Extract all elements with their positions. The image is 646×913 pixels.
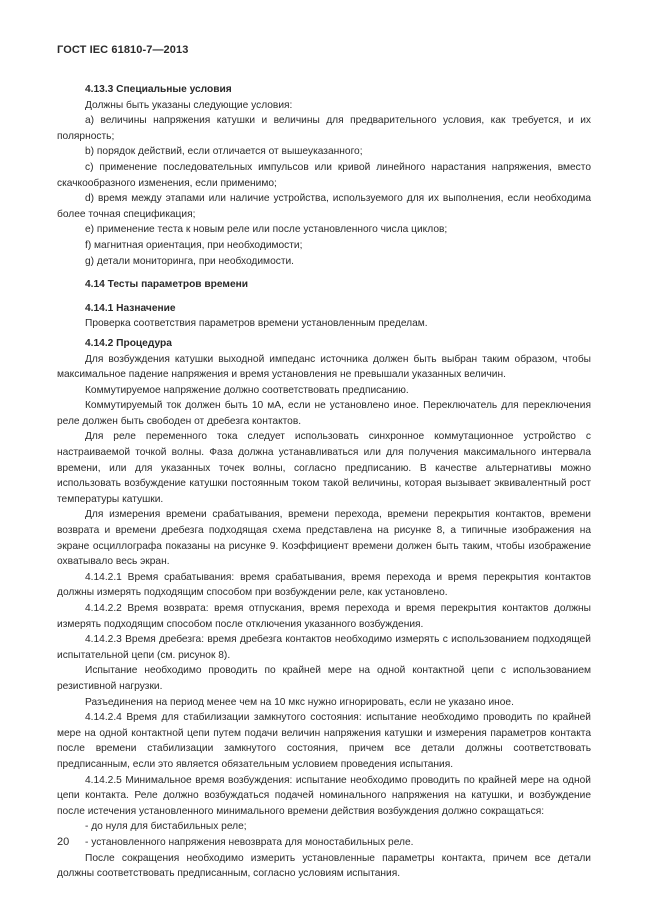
paragraph: Проверка соответствия параметров времени установленным пределам. <box>85 318 428 330</box>
document-header: ГОСТ IEC 61810-7—2013 <box>57 44 189 56</box>
section-heading-4-13-3: 4.13.3 Специальные условия <box>85 84 232 95</box>
paragraph: 4.14.2.2 Время возврата: время отпускания, время перехода и время перекрытия контактов должны измерять подходящим способом после отключения указанного возбуждения. <box>57 603 591 630</box>
paragraph: Для возбуждения катушки выходной импеданс источника должен быть выбран таким образом, чтобы максимальное падение напряжения и время установления не превышали указанных величин. <box>57 353 591 381</box>
section-heading-4-14-2: 4.14.2 Процедура <box>85 337 172 349</box>
paragraph: 4.14.2.1 Время срабатывания: время срабатывания, время перехода и время перекрытия контактов должны измерять подходящим способом при возбуждении реле, как установлено. <box>57 571 591 599</box>
paragraph: Коммутируемый ток должен быть 10 мА, если не установлено иное. Переключатель для переключения реле должен быть свободен от дребезга контактов. <box>57 400 591 427</box>
page-number: 20 <box>57 836 70 848</box>
page-content <box>57 82 591 882</box>
paragraph: 4.14.2.5 Минимальное время возбуждения: испытание необходимо проводить по крайней мере на одной цепи контакта. Реле должно возбуждаться подачей номинального напряжения на катушки, и возбуждение после истечения установленного минимального времени действия возбуждения должно сокращаться: <box>57 774 591 817</box>
list-item: e) применение теста к новым реле или после установленного числа циклов; <box>85 224 448 236</box>
section-heading-4-14: 4.14 Тесты параметров времени <box>85 279 249 291</box>
list-item: g) детали мониторинга, при необходимости. <box>85 255 295 267</box>
paragraph: Испытание необходимо проводить по крайней мере на одной контактной цепи с использованием резистивной нагрузки. <box>57 665 591 692</box>
paragraph: Разъединения на период менее чем на 10 мкс нужно игнорировать, если не указано иное. <box>85 696 514 708</box>
paragraph: 4.14.2.4 Время для стабилизации замкнутого состояния: испытание необходимо проводить по крайней мере на одной контактной цепи путем подачи величин напряжения катушки и измерения параметров контакта после времени стабилизации замкнутого состояния, причем все детали должны соответствовать предписанным, если это является обязательным условием проведения испытания. <box>57 712 591 770</box>
list-item: a) величины напряжения катушки и величины для предварительного условия, как требуется, и их полярность; <box>57 115 591 142</box>
paragraph: Коммутируемое напряжение должно соответствовать предписанию. <box>85 384 409 396</box>
list-item: - до нуля для бистабильных реле; <box>85 821 247 833</box>
paragraph: После сокращения необходимо измерить установленные параметры контакта, причем все детали должны соответствовать предписанным, согласно условиям испытания. <box>57 852 591 880</box>
paragraph: Должны быть указаны следующие условия: <box>85 99 293 111</box>
list-item: - установленного напряжения невозврата для моностабильных реле. <box>85 836 414 848</box>
paragraph: 4.14.2.3 Время дребезга: время дребезга контактов необходимо измерять с использованием подходящей испытательной цепи (см. рисунок 8). <box>57 634 591 661</box>
section-heading-4-14-1: 4.14.1 Назначение <box>85 302 176 314</box>
list-item: d) время между этапами или наличие устройства, используемого для их выполнения, если необходима более точная спецификация; <box>57 193 591 220</box>
list-item: c) применение последовательных импульсов или кривой линейного нарастания напряжения, вместо скачкообразного изменения, если применимо; <box>57 161 591 189</box>
list-item: f) магнитная ориентация, при необходимости; <box>85 239 303 251</box>
list-item: b) порядок действий, если отличается от вышеуказанного; <box>85 146 363 158</box>
paragraph: Для реле переменного тока следует использовать синхронное коммутационное устройство с настраиваемой точкой волны. Фаза должна устанавливаться или для получения максимального интервала времени, или для указанных точек волны, согласно предписанию. В качестве альтернативы можно использовать возбуждение катушки постоянным током такой величины, которая вызывает эквивалентный рост температуры катушки. <box>57 431 591 505</box>
paragraph: Для измерения времени срабатывания, времени перехода, времени перекрытия контактов, времени возврата и времени дребезга подходящая схема представлена на рисунке 8, а типичные изображения на экране осциллографа показаны на рисунке 9. Коэффициент времени должен быть таким, чтобы изображение охватывало весь экран. <box>57 509 591 568</box>
